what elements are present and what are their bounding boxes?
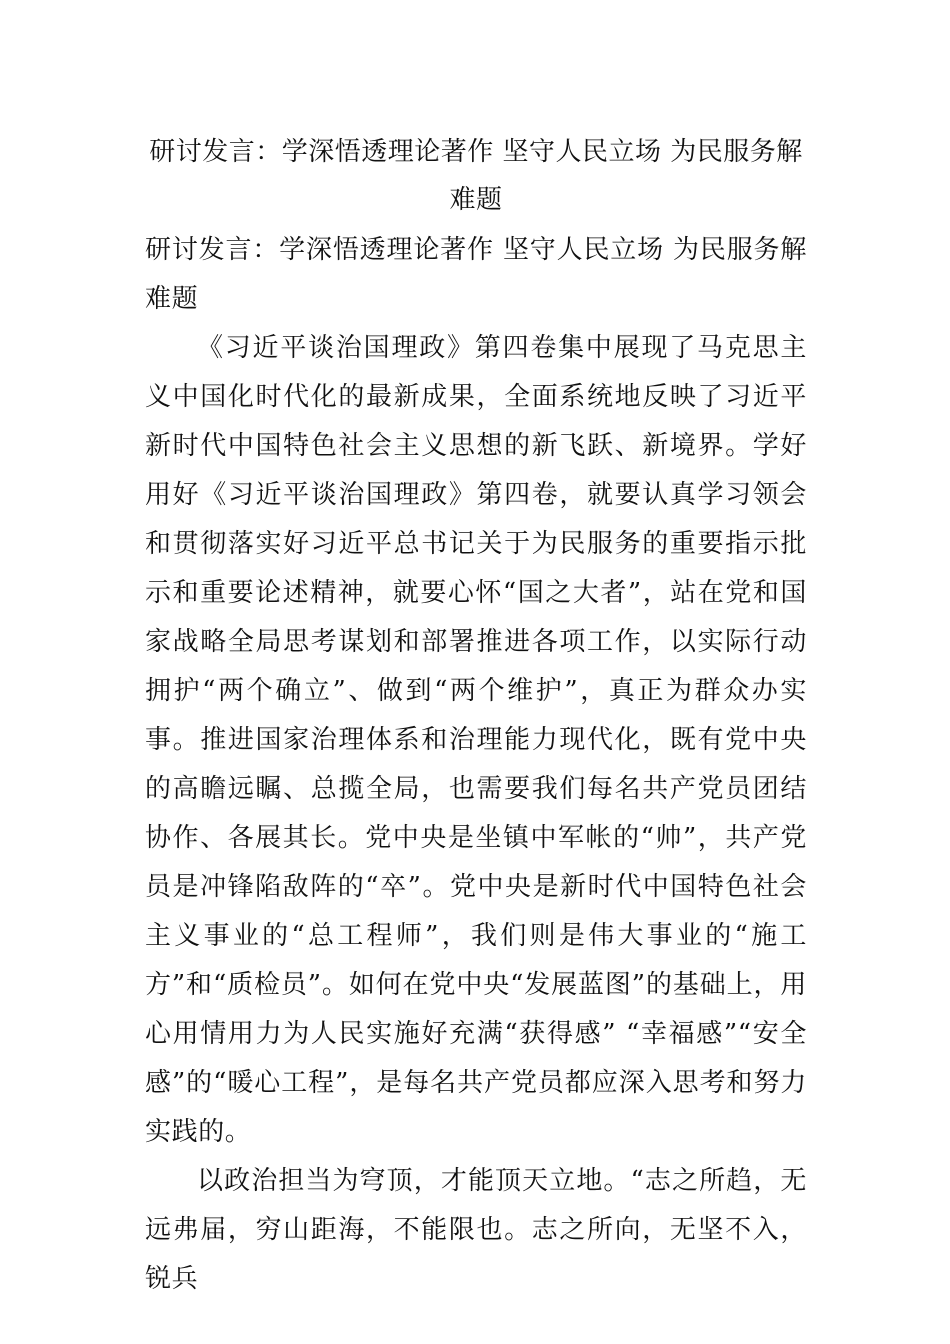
document-body [145, 226, 807, 1304]
document-title: 研讨发言：学深悟透理论著作 坚守人民立场 为民服务解难题 [149, 137, 803, 215]
document-subtitle: 研讨发言：学深悟透理论著作 坚守人民立场 为民服务解难题 [145, 235, 807, 314]
body-paragraph: 以政治担当为穹顶，才能顶天立地。“志之所趋，无远弗届，穷山距海，不能限也。志之所向，无坚不入，锐兵 [145, 1166, 807, 1294]
body-paragraph: 《习近平谈治国理政》第四卷集中展现了马克思主义中国化时代化的最新成果，全面系统地反映了习近平新时代中国特色社会主义思想的新飞跃、新境界。学好用好《习近平谈治国理政》第四卷，就要认真学习领会和贯彻落实好习近平总书记关于为民服务的重要指示批示和重要论述精神，就要心怀“国之大者”，站在党和国家战略全局思考谋划和部署推进各项工作，以实际行动拥护“两个确立”、做到“两个维护”，真正为群众办实事。推进国家治理体系和治理能力现代化，既有党中央的高瞻远瞩、总揽全局，也需要我们每名共产党员团结协作、各展其长。党中央是坐镇中军帐的“帅”，共产党员是冲锋陷敌阵的“卒”。党中央是新时代中国特色社会主义事业的“总工程师”，我们则是伟大事业的“施工方”和“质检员”。如何在党中央“发展蓝图”的基础上，用心用情用力为人民实施好充满“获得感” “幸福感”“安全感”的“暖心工程”，是每名共产党员都应深入思考和努力实践的。 [145, 333, 807, 1147]
